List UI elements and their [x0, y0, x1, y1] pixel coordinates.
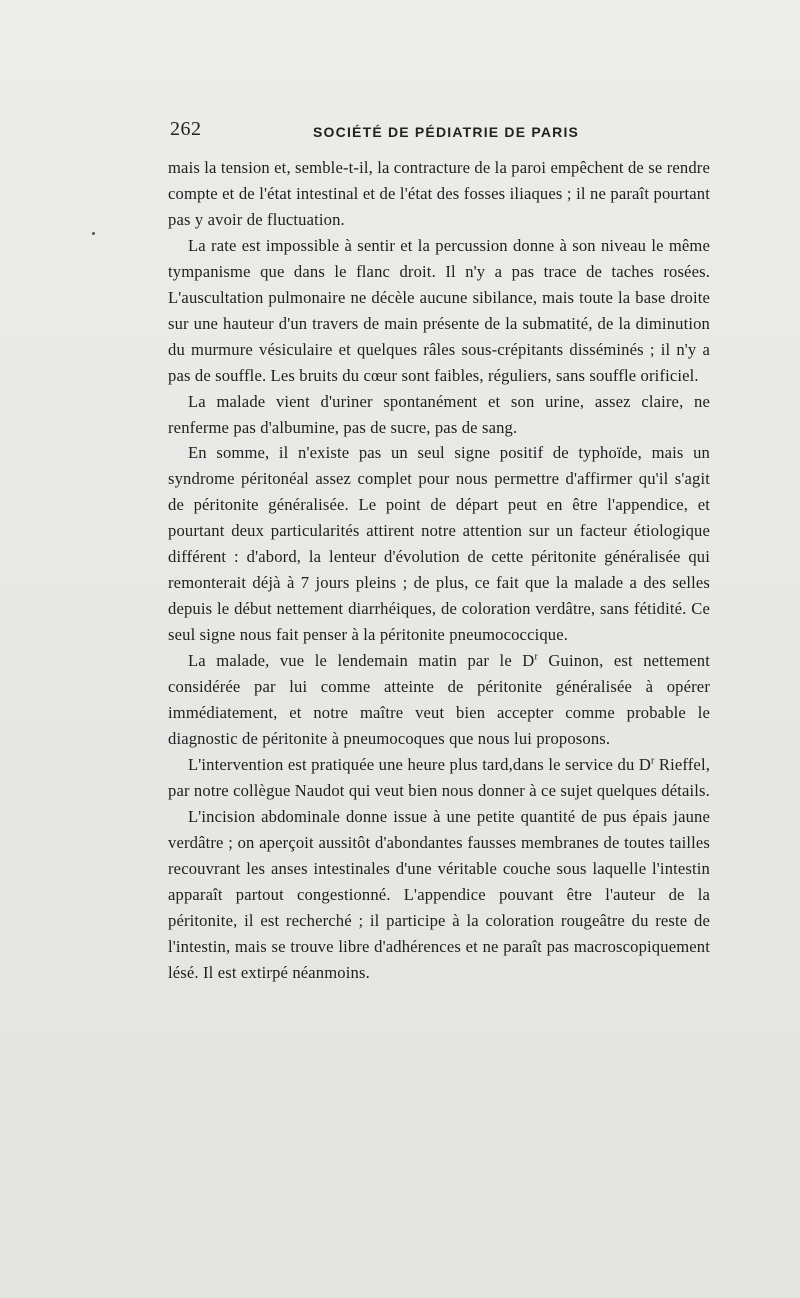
body-text: [168, 155, 710, 986]
text-run: Guinon, est nettement considérée par lui comme atteinte de péritonite généralisée à opérer immédiatement, et notre maître veut bien accepter comme probable le diagnostic de péritonite à pneumocoques que nous lui proposons.: [168, 651, 711, 748]
paragraph: mais la tension et, semble-t-il, la contracture de la paroi empêchent de se rendre compte et de l'état intestinal et de l'état des fosses iliaques ; il ne paraît pourtant pas y avoir de fluctuation.: [168, 158, 710, 229]
paragraph: La rate est impossible à sentir et la percussion donne à son niveau le même tympanisme que dans le flanc droit. Il n'y a pas trace de taches rosées. L'auscultation pulmonaire ne décèle aucune sibilance, mais toute la base droite sur une hauteur d'un travers de main présente de la submatité, de la diminution du murmure vésiculaire et quelques râles sous-crépitants disséminés ; il n'y a pas de souffle. Les bruits du cœur sont faibles, réguliers, sans souffle orificiel.: [168, 235, 710, 385]
text-run: La malade, vue le lendemain matin par le D: [188, 651, 535, 671]
superscript: r: [650, 755, 655, 767]
text-run: Rieffel, par notre collègue Naudot qui veut bien nous donner à ce sujet quelques détails.: [168, 754, 710, 800]
print-speck: [92, 232, 95, 235]
paragraph: L'incision abdominale donne issue à une petite quantité de pus épais jaune verdâtre ; on aperçoit aussitôt d'abondantes fausses membranes de toutes tailles recouvrant les anses intestinales d'une véritable couche sous laquelle l'intestin apparaît partout congestionné. L'appendice pouvant être l'auteur de la péritonite, il est recherché ; il participe à la coloration rougeâtre du reste de l'intestin, mais se trouve libre d'adhérences et ne paraît pas macroscopiquement lésé. Il est extirpé néanmoins.: [168, 806, 710, 982]
paragraph: [168, 752, 710, 804]
paragraph: En somme, il n'existe pas un seul signe positif de typhoïde, mais un syndrome péritonéal assez complet pour nous permettre d'affirmer qu'il s'agit de péritonite généralisée. Le point de départ peut en être l'appendice, et pourtant deux particularités attirent notre attention sur un facteur étiologique différent : d'abord, la lenteur d'évolution de cette péritonite généralisée qui remonterait déjà à 7 jours pleins ; de plus, ce fait que la malade a des selles depuis le début nettement diarrhéiques, de coloration verdâtre, sans fétidité. Ce seul signe nous fait penser à la péritonite pneumococcique.: [168, 443, 710, 645]
paragraph: La malade vient d'uriner spontanément et son urine, assez claire, ne renferme pas d'albumine, pas de sucre, pas de sang.: [168, 391, 710, 437]
paragraph: [168, 648, 710, 752]
text-run: L'intervention est pratiquée une heure plus tard,dans le service du D: [188, 754, 651, 774]
page-number: 262: [170, 118, 202, 140]
superscript: r: [534, 651, 538, 663]
running-head: SOCIÉTÉ DE PÉDIATRIE DE PARIS: [313, 124, 580, 140]
page-header: [170, 118, 710, 144]
